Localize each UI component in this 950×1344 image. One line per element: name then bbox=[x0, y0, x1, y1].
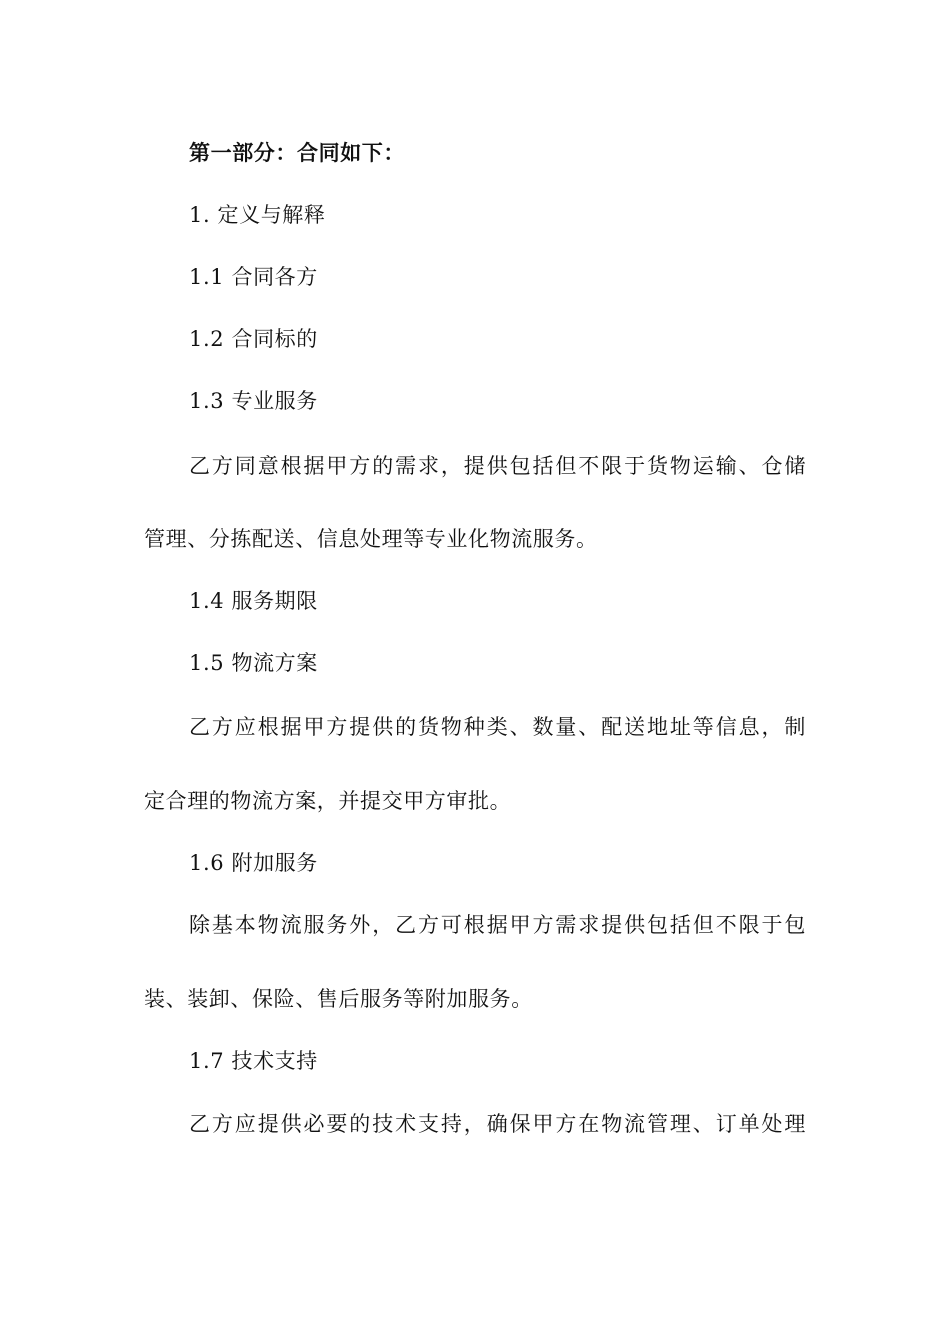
section-heading-1-3: 1.3 专业服务 bbox=[189, 389, 318, 413]
paragraph-line: 乙方应提供必要的技术支持，确保甲方在物流管理、订单处理 bbox=[189, 1112, 806, 1136]
paragraph-line: 乙方同意根据甲方的需求，提供包括但不限于货物运输、仓储 bbox=[189, 454, 806, 478]
section-heading-1-6: 1.6 附加服务 bbox=[189, 851, 318, 875]
paragraph-line: 乙方应根据甲方提供的货物种类、数量、配送地址等信息，制 bbox=[189, 715, 806, 739]
paragraph-line: 装、装卸、保险、售后服务等附加服务。 bbox=[144, 987, 533, 1011]
paragraph-line: 管理、分拣配送、信息处理等专业化物流服务。 bbox=[144, 527, 598, 551]
section-heading-1: 1. 定义与解释 bbox=[189, 203, 326, 227]
section-heading-1-2: 1.2 合同标的 bbox=[189, 327, 318, 351]
section-heading-1-5: 1.5 物流方案 bbox=[189, 651, 318, 675]
section-heading-1-1: 1.1 合同各方 bbox=[189, 265, 318, 289]
paragraph-line: 除基本物流服务外，乙方可根据甲方需求提供包括但不限于包 bbox=[189, 913, 806, 937]
section-heading-1-4: 1.4 服务期限 bbox=[189, 589, 318, 613]
section-heading-1-7: 1.7 技术支持 bbox=[189, 1049, 318, 1073]
part-heading: 第一部分：合同如下： bbox=[189, 140, 405, 165]
paragraph-line: 定合理的物流方案，并提交甲方审批。 bbox=[144, 789, 512, 813]
